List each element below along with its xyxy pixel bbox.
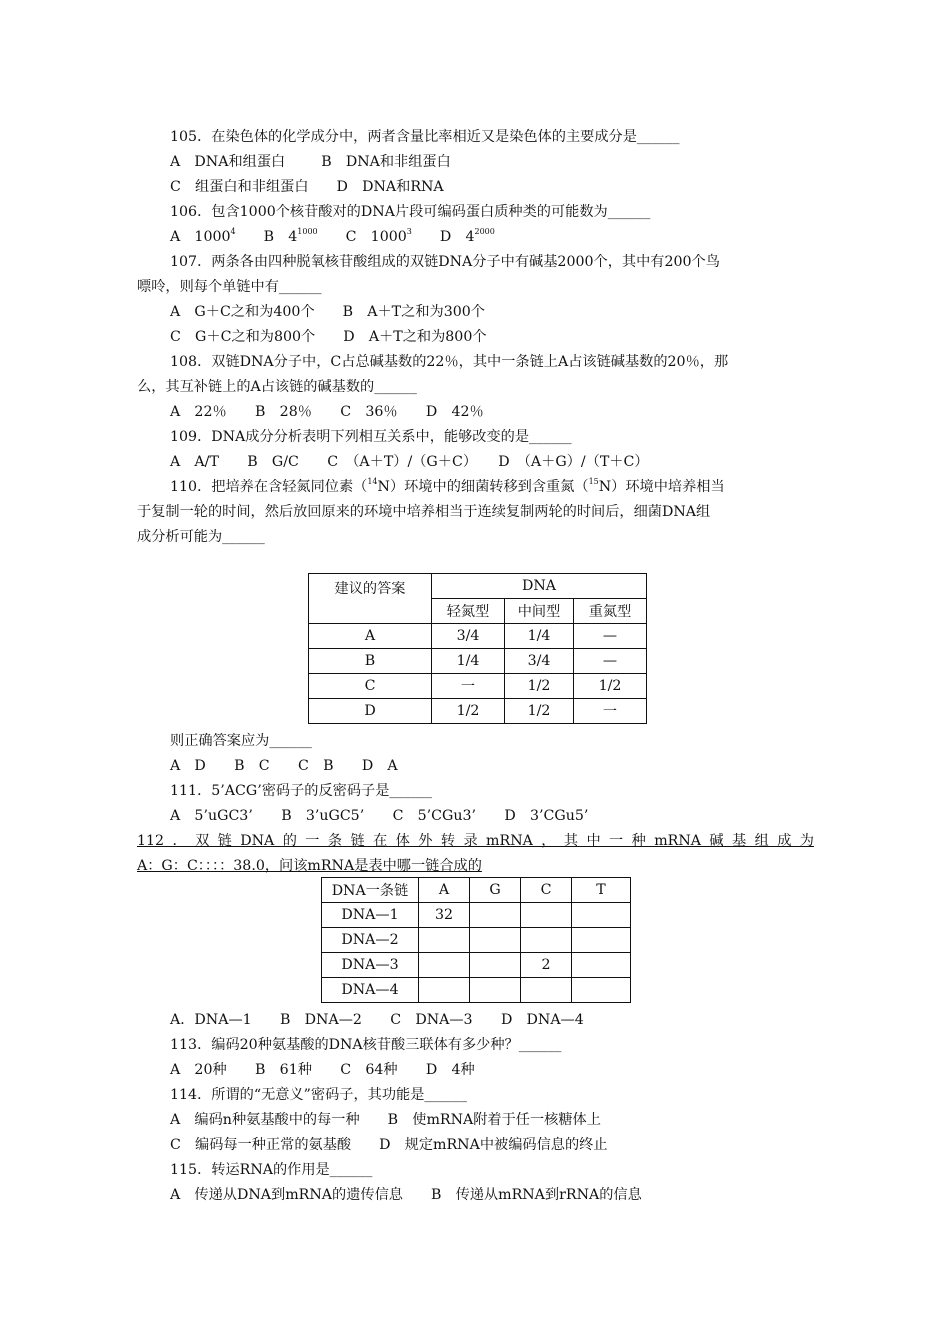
q109-options: A A/T B G/C C （A＋T）/（G＋C） D （A＋G）/（T＋C） [170,454,649,470]
table-cell: 一 [432,674,505,699]
table-cell: B [309,649,432,674]
q110-stem-line2: 于复制一轮的时间，然后放回原来的环境中培养相当于连续复制两轮的时间后，细菌DNA组 [137,504,711,520]
q111-options: A 5’uGC3’ B 3’uGC5’ C 5’CGu3’ D 3’CGu5’ [170,808,589,824]
table-cell [470,928,521,953]
table-cell: — [574,649,647,674]
q115-option-a: A 传递从DNA到mRNA的遗传信息 [170,1187,403,1203]
table-cell: 2 [521,953,572,978]
q114-stem: 114．所谓的“无意义”密码子，其功能是______ [170,1087,467,1103]
table-row [309,624,647,649]
q110-stem-line1: 110．把培养在含轻氮同位素（$^{14}$N）环境中的细菌转移到含重氮（$^{15}$N）环境中培养相当 [170,477,725,495]
table-cell [572,978,631,1003]
table-row [322,978,631,1003]
q107-options-row2 [170,327,487,347]
header-c: C [521,878,572,903]
q114-option-b: B 使mRNA附着于任一核糖体上 [387,1112,601,1128]
table-header-row [309,574,647,599]
q107-option-d: D A＋T之和为800个 [343,329,487,345]
table-cell: 1/2 [505,699,574,724]
q105-option-b: B DNA和非组蛋白 [321,154,451,170]
table-row [322,953,631,978]
q109-stem: 109．DNA成分分析表明下列相互关系中，能够改变的是______ [170,429,572,445]
q105-options-row2 [170,177,444,197]
table-cell [419,953,470,978]
table-cell [572,953,631,978]
table-cell [470,903,521,928]
q106-option-a: A 1000$^4$ [170,227,236,245]
q108-stem-line2: 么，其互补链上的A占该链的碱基数的______ [137,379,417,395]
table-cell: — [574,624,647,649]
q107-option-a: A G＋C之和为400个 [170,304,315,320]
header-g: G [470,878,521,903]
table-cell [470,953,521,978]
table-cell: 1/2 [574,674,647,699]
table-cell [572,903,631,928]
table-cell: C [309,674,432,699]
header-answer: 建议的答案 [309,574,432,624]
q115-stem: 115．转运RNA的作用是______ [170,1162,373,1178]
table-cell: DNA—3 [322,953,419,978]
q111-stem: 111．5’ACG’密码子的反密码子是______ [170,783,432,799]
q110-stem-line3: 成分析可能为______ [137,529,265,545]
table-row [322,903,631,928]
table-cell: DNA—2 [322,928,419,953]
table-row [309,699,647,724]
q112-options: A．DNA—1 B DNA—2 C DNA—3 D DNA—4 [170,1012,584,1028]
table-row [322,928,631,953]
q114-options-row1 [170,1110,601,1130]
table-cell: A [309,624,432,649]
table-cell: 3/4 [505,649,574,674]
table-cell: 1/4 [505,624,574,649]
table-cell: D [309,699,432,724]
q113-options: A 20种 B 61种 C 64种 D 4种 [170,1062,475,1078]
q105-option-d: D DNA和RNA [336,179,444,195]
q107-stem-line2: 嘌呤，则每个单链中有______ [137,279,322,295]
header-light: 轻氮型 [432,599,505,624]
header-a: A [419,878,470,903]
table-cell [521,903,572,928]
table-cell: 32 [419,903,470,928]
q107-stem-line1: 107．两条各由四种脱氧核苷酸组成的双链DNA分子中有碱基2000个，其中有200个鸟 [170,254,720,270]
table-row [309,674,647,699]
header-t: T [572,878,631,903]
header-strand: DNA一条链 [322,878,419,903]
q106-option-c: C 1000$^3$ [345,227,412,245]
q107-options-row1 [170,302,485,322]
q108-stem-line1: 108．双链DNA分子中，C占总碱基数的22％，其中一条链上A占该链碱基数的20％，那 [170,354,729,370]
q105-options-row1 [170,152,451,172]
table-cell [470,978,521,1003]
q112-base-table [321,877,631,1003]
q105-stem: 105．在染色体的化学成分中，两者含量比率相近又是染色体的主要成分是______ [170,129,680,145]
table-cell [572,928,631,953]
q107-option-c: C G＋C之和为800个 [170,329,316,345]
q110-answer-table [308,573,647,724]
q106-option-b: B $4^{1000}$ [263,227,318,245]
table-cell: DNA—4 [322,978,419,1003]
table-cell: 一 [574,699,647,724]
table-cell [419,978,470,1003]
q112-stem-line1: 112．双链DNA的一条链在体外转录mRNA，其中一种mRNA碱基组成为 [137,833,814,849]
q114-option-c: C 编码每一种正常的氨基酸 [170,1137,352,1153]
q115-option-b: B 传递从mRNA到rRNA的信息 [430,1187,642,1203]
q106-option-d: D $4^{2000}$ [439,227,495,245]
table-header-row [322,878,631,903]
q115-options-row1 [170,1185,642,1205]
header-intermediate: 中间型 [505,599,574,624]
q107-option-b: B A＋T之和为300个 [342,304,485,320]
q114-options-row2 [170,1135,608,1155]
header-dna: DNA [432,574,647,599]
header-heavy: 重氮型 [574,599,647,624]
table-cell [419,928,470,953]
q106-options [170,227,495,247]
q108-options: A 22％ B 28％ C 36％ D 42％ [170,404,484,420]
q112-stem-line2: A：G：C：：：：38.0，问该mRNA是表中哪一链合成的 [137,858,482,874]
q110-options: A D B C C B D A [170,758,398,774]
q114-option-d: D 规定mRNA中被编码信息的终止 [379,1137,608,1153]
table-cell: DNA—1 [322,903,419,928]
table-cell: 1/2 [432,699,505,724]
q106-stem: 106．包含1000个核苷酸对的DNA片段可编码蛋白质种类的可能数为______ [170,204,651,220]
table-cell: 1/4 [432,649,505,674]
q113-stem: 113．编码20种氨基酸的DNA核苷酸三联体有多少种？______ [170,1037,562,1053]
q105-option-c: C 组蛋白和非组蛋白 [170,179,309,195]
table-cell [521,928,572,953]
table-cell: 3/4 [432,624,505,649]
table-cell: 1/2 [505,674,574,699]
q110-after-table: 则正确答案应为______ [170,733,312,749]
table-cell [521,978,572,1003]
q105-option-a: A DNA和组蛋白 [170,154,286,170]
table-row [309,649,647,674]
q114-option-a: A 编码n种氨基酸中的每一种 [170,1112,360,1128]
